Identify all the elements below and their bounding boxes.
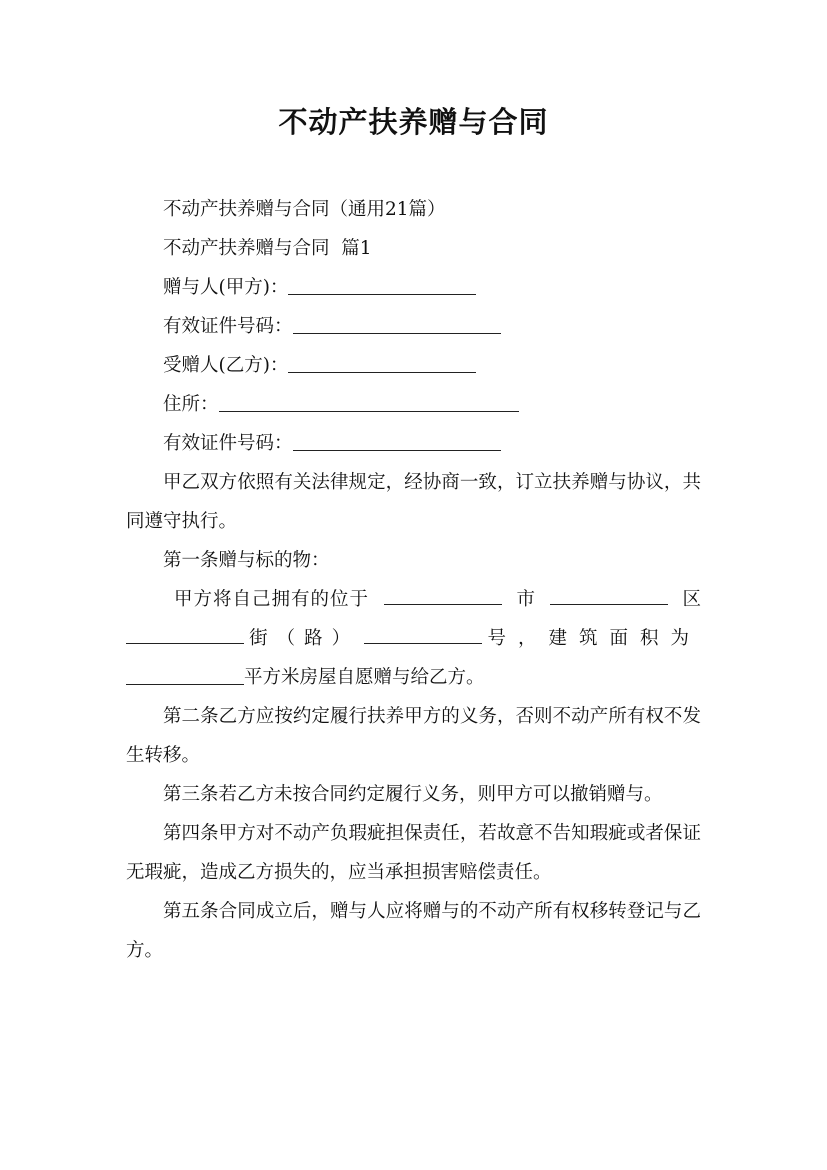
article-1-number: 号，建筑面积为 xyxy=(487,628,701,649)
article-2: 第二条乙方应按约定履行扶养甲方的义务，否则不动产所有权不发生转移。 xyxy=(126,706,701,766)
fill-blank xyxy=(293,315,501,335)
article-3: 第三条若乙方未按合同约定履行义务，则甲方可以撤销赠与。 xyxy=(163,784,663,805)
article-1-street: 街（路） xyxy=(249,628,360,649)
fill-blank xyxy=(126,625,244,645)
article-5: 第五条合同成立后，赠与人应将赠与的不动产所有权移转登记与乙方。 xyxy=(126,901,701,961)
field-address xyxy=(126,385,701,424)
field-label: 住所： xyxy=(163,394,219,415)
intro-paragraph: 甲乙双方依照有关法律规定，经协商一致，订立扶养赠与协议，共同遵守执行。 xyxy=(126,472,701,532)
fill-blank xyxy=(219,393,519,413)
article-1-heading: 第一条赠与标的物： xyxy=(163,550,330,571)
article-1-district: 区 xyxy=(682,589,701,610)
article-1-line-2 xyxy=(126,619,701,658)
fill-blank xyxy=(288,276,476,296)
field-label: 有效证件号码： xyxy=(163,316,293,337)
fill-blank xyxy=(364,625,482,645)
field-label: 受赠人(乙方)： xyxy=(163,355,289,376)
article-1-line-3 xyxy=(126,658,701,697)
document-body xyxy=(126,190,701,970)
field-label: 赠与人(甲方)： xyxy=(163,277,289,298)
fill-blank xyxy=(126,666,244,686)
document-title: 不动产扶养赠与合同 xyxy=(278,105,549,139)
fill-blank xyxy=(293,432,501,452)
article-1-end: 平方米房屋自愿赠与给乙方。 xyxy=(244,667,485,688)
article-1-line-1 xyxy=(126,580,701,619)
section-heading: 不动产扶养赠与合同 篇1 xyxy=(163,238,372,259)
field-donee-id xyxy=(126,424,701,463)
article-1-text: 甲方将自己拥有的位于 xyxy=(174,589,370,610)
article-4: 第四条甲方对不动产负瑕疵担保责任，若故意不告知瑕疵或者保证无瑕疵，造成乙方损失的，应当承担损害赔偿责任。 xyxy=(126,823,701,883)
fill-blank xyxy=(384,586,502,606)
field-donor-id xyxy=(126,307,701,346)
field-label: 有效证件号码： xyxy=(163,433,293,454)
fill-blank xyxy=(288,354,476,374)
article-1-city: 市 xyxy=(516,589,535,610)
field-donee xyxy=(126,346,701,385)
fill-blank xyxy=(550,586,668,606)
field-donor xyxy=(126,268,701,307)
document-subtitle: 不动产扶养赠与合同（通用21篇） xyxy=(163,199,446,220)
